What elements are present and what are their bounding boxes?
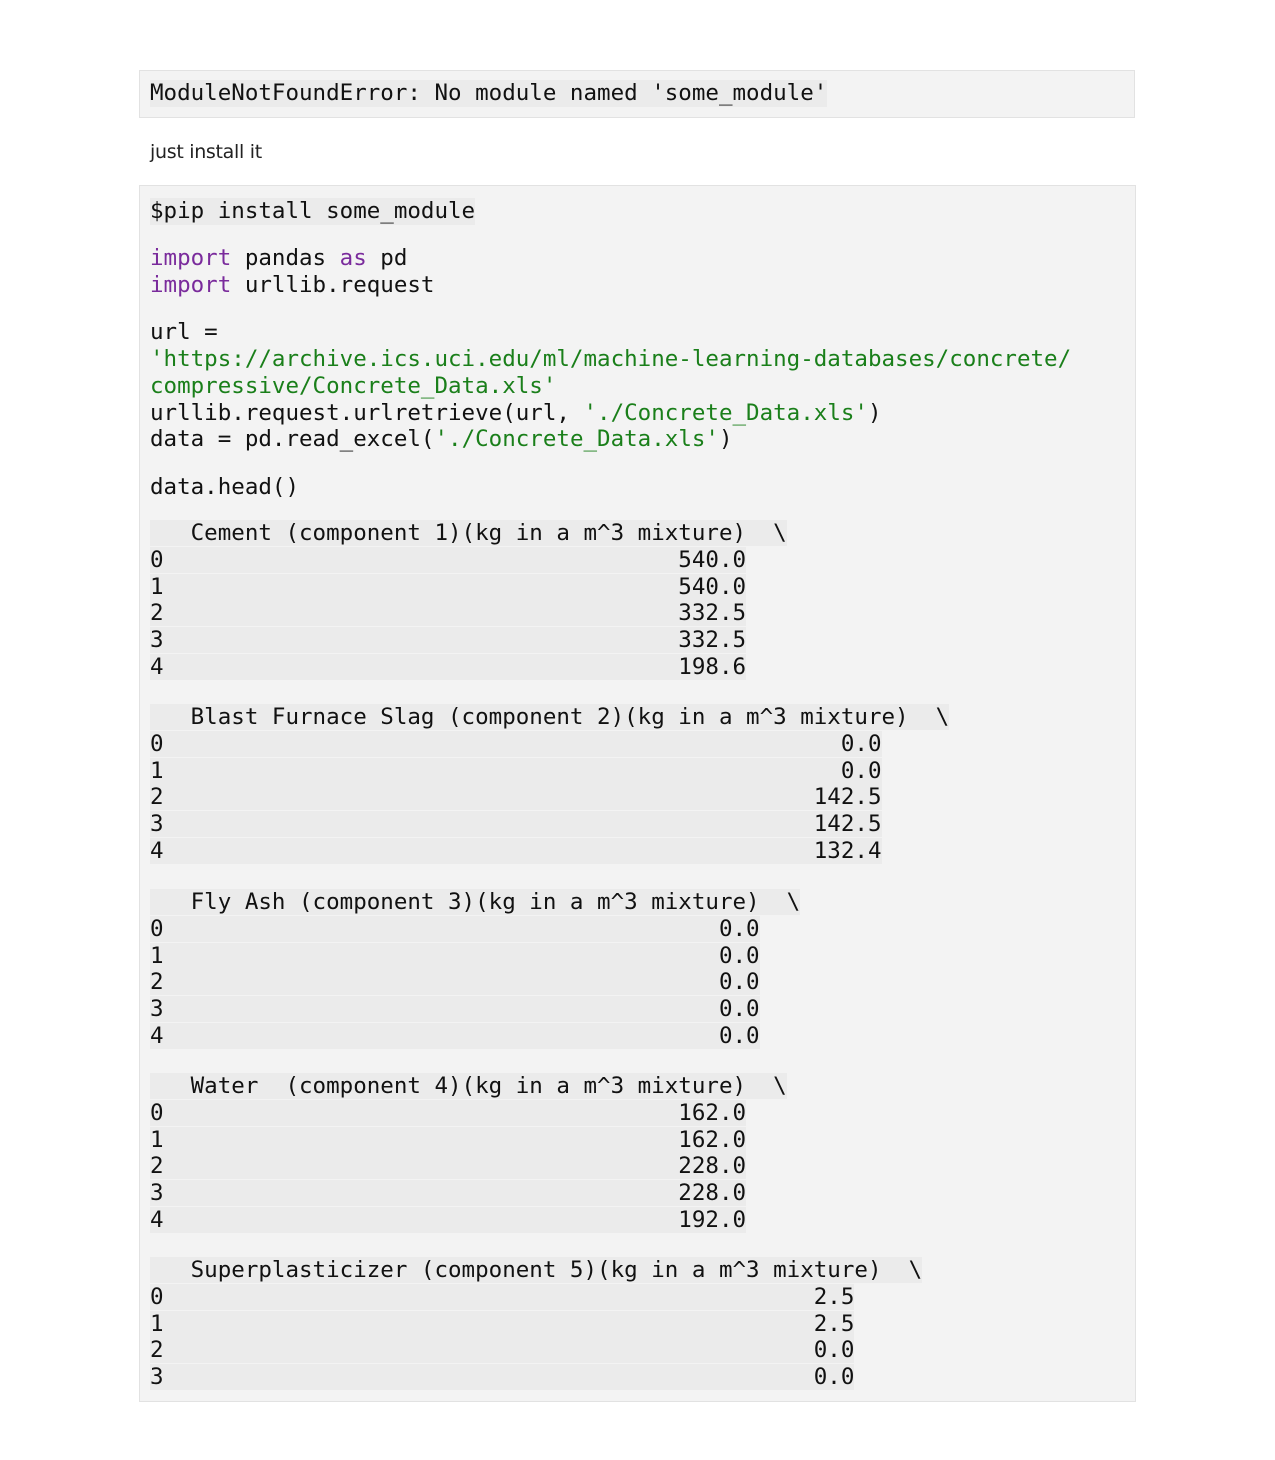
- table-row: 2 332.5: [150, 600, 747, 627]
- keyword-as: as: [339, 245, 367, 271]
- table-row: 3 0.0: [150, 996, 760, 1023]
- url-string-line-2: compressive/Concrete_Data.xls': [150, 373, 557, 399]
- pip-command: $pip install some_module: [150, 198, 476, 224]
- table-row: 2 228.0: [150, 1153, 747, 1180]
- column-header: Fly Ash (component 3)(kg in a m^3 mixture) \: [150, 889, 801, 915]
- table-row: 3 332.5: [150, 627, 747, 654]
- table-row: 0 0.0: [150, 731, 882, 757]
- table-row: 2 142.5: [150, 784, 882, 811]
- table-row: 4 198.6: [150, 653, 747, 680]
- import-urllib-line: [150, 272, 434, 299]
- read-excel-line: [150, 426, 733, 453]
- url-assign-line: url =: [150, 319, 218, 345]
- table-row: 1 2.5: [150, 1310, 855, 1337]
- column-header: Superplasticizer (component 5)(kg in a m^3 mixture) \: [150, 1257, 923, 1283]
- urlretrieve-line: [150, 400, 882, 427]
- error-message: ModuleNotFoundError: No module named 'some_module': [150, 80, 828, 106]
- table-row: 1 540.0: [150, 573, 747, 600]
- table-row: 3 142.5: [150, 811, 882, 838]
- column-header: Cement (component 1)(kg in a m^3 mixture) \: [150, 520, 787, 546]
- table-row: 4 0.0: [150, 1022, 760, 1049]
- url-string-line-1: 'https://archive.ics.uci.edu/ml/machine-learning-databases/concrete/: [150, 346, 1072, 372]
- call-string: './Concrete_Data.xls': [434, 426, 719, 452]
- dataframe-output-block: [150, 704, 949, 865]
- call-string: './Concrete_Data.xls': [583, 400, 868, 426]
- column-header: Blast Furnace Slag (component 2)(kg in a m^3 mixture) \: [150, 704, 950, 730]
- table-row: 0 162.0: [150, 1100, 747, 1126]
- table-row: 2 0.0: [150, 969, 760, 996]
- table-row: 1 0.0: [150, 942, 760, 969]
- dataframe-output-block: [150, 1073, 787, 1234]
- dataframe-output-block: [150, 1257, 922, 1391]
- column-header: Water (component 4)(kg in a m^3 mixture) \: [150, 1073, 787, 1099]
- table-row: 0 540.0: [150, 547, 747, 573]
- import-pandas-line: [150, 245, 407, 272]
- dataframe-output-block: [150, 889, 800, 1050]
- table-row: 4 192.0: [150, 1206, 747, 1233]
- import-module: pandas: [231, 245, 340, 271]
- keyword-import: import: [150, 272, 232, 298]
- head-call-line: data.head(): [150, 474, 300, 500]
- call-suffix: ): [867, 400, 882, 426]
- table-row: 4 132.4: [150, 837, 882, 864]
- table-row: 0 0.0: [150, 916, 760, 942]
- dataframe-output-block: [150, 520, 787, 681]
- table-row: 0 2.5: [150, 1284, 855, 1310]
- import-alias: pd: [366, 245, 408, 271]
- call-prefix: urllib.request.urlretrieve(url,: [150, 400, 584, 426]
- import-module: urllib.request: [231, 272, 435, 298]
- table-row: 1 162.0: [150, 1126, 747, 1153]
- error-output-box: [139, 70, 1135, 118]
- table-row: 3 228.0: [150, 1180, 747, 1207]
- call-prefix: data = pd.read_excel(: [150, 426, 435, 452]
- table-row: 2 0.0: [150, 1337, 855, 1364]
- keyword-import: import: [150, 245, 232, 271]
- code-block: [139, 185, 1136, 1402]
- call-suffix: ): [718, 426, 733, 452]
- table-row: 1 0.0: [150, 757, 882, 784]
- prose-text: just install it: [150, 141, 262, 163]
- table-row: 3 0.0: [150, 1364, 855, 1391]
